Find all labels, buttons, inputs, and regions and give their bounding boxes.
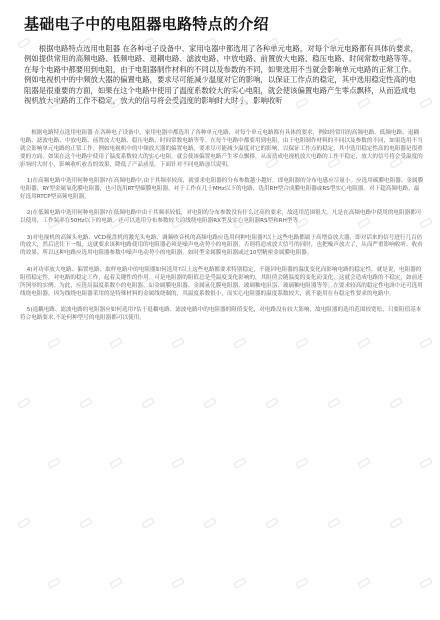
watermark-mark: [47, 577, 60, 588]
watermark-mark: [171, 457, 184, 468]
body-paragraph-power-amplifier: 4)对功率放大电路、偏置电路、取样电路中的电阻器如何选用?以上这些电路都要求特别稳定，不能因电阻器的温度变化而影响电路的稳定性，就是说，电阻器的阻值稳定性，对电路的稳定工作，起着关键性的作用，可是电阻器的阻值总是受温度变化影响的，其阻值会随温度的变化而变化，这就会造成电路的不稳定，如前述所例举的实例。为此，应选用温度系数小的电阻器。如金属膜电阻器、金属氧化膜电阻器、玻璃釉电阻器、玻璃釉电阻器等等。在要求较高的稳定性电路中还可选用线绕电阻器，因为线绕电阻器采用的是特殊材料的金属线绕制的，其温度系数很小，而实心电阻器的温度系数较大，就不能用在有稳定性要求的电路中。: [20, 266, 423, 297]
watermark-mark: [233, 457, 246, 468]
watermark-mark: [327, 397, 340, 408]
body-paragraph-decoupling: 5)退耦电路、滤波电路的电阻器应如何选用?估于退耦电路、滤波电路中的电阻器的阻值变化，对电路没有较大影响，故电阻器的选用范围较宽松，只要阻值基本符合电路要求,不论何种型号的电阻器都可以使用。: [20, 306, 422, 321]
watermark-mark: [17, 517, 30, 528]
intro-paragraph: 根据电路特点选用电阻器 在各种电子设备中、家用电器中都选用了各种单元电路，对每个单元电路都有具体的要求，例如提供常用的高频电路、低频电路、退耦电路、滤波电路、中放电路、前置放大电路、稳压电路、时间常数电路等等。在每个电路中都要用到电阻，由于电阻器制作材料的不同以及参数的不同，如果选用不当就会影响单元电路的正常工作。例如电视机中的中频放大器的偏置电路，要求尽可能减少温度对它的影响，以保证工作点的稳定，其中选用稳定性高的电阻器是很重要的方面，如果在这个电路中使用了温度系数较大的实心电阻，就会使该偏置电路产生零点飘移，从而造成电视机放大电路的工作不稳定，放大的信号将会受温度的影响时大时小，影响收听: [24, 44, 419, 106]
document-title: 基础电子中的电阻器电路特点的介绍: [24, 15, 269, 33]
watermark-mark: [357, 577, 370, 588]
watermark-mark: [419, 577, 432, 588]
watermark-mark: [109, 457, 122, 468]
watermark-mark: [419, 337, 432, 348]
watermark-mark: [389, 517, 402, 528]
body-paragraph-high-frequency: 1)在高频电路中选用何种电阻器?在高频电路中,由于其频率较高，就要求电阻器的分布参数越小越好，即电阻器的分布电感应尽量小。应选用碳膜电阻器、金属膜电阻器、RY型金属氧化膜电阻器，也可选用RT型碳膜电阻器。对于工作在几十MHz以下的电路，选用RH型合成膜电阻器或RS型实心电阻器。对于超高频电路，最好选用RTCP型高频电阻器。: [20, 178, 424, 200]
watermark-mark: [109, 577, 122, 588]
watermark-mark: [17, 397, 30, 408]
watermark-mark: [203, 397, 216, 408]
watermark-mark: [171, 577, 184, 588]
watermark-mark: [233, 577, 246, 588]
watermark-mark: [203, 517, 216, 528]
watermark-mark: [79, 517, 92, 528]
watermark-mark: [141, 517, 154, 528]
body-paragraph-low-frequency: 2)在低频电路中选用何种电阻器?在低频电路中由于其频率较低，对电阻的分布参数没有什么过高的要求，故选用范围很大。凡是在高频电路中使用的电阻器都可以使用，工作频率在50Hz以下的电路，还可以选用分布参数较大的线绕电阻器RX型及实心电阻器RS型和RH型等。: [20, 210, 422, 225]
watermark-mark: [141, 397, 154, 408]
watermark-mark: [389, 397, 402, 408]
watermark-mark: [419, 97, 432, 108]
body-paragraph: 根据电路特点选用电阻器 在各种电子设备中、家用电器中都选用了各种单元电路，对每个单元电路都有具体的要求，例如经常用的高频电路、低频电路、退耦电路、滤波电路、中放电路、前置放大电路、稳压电路、时间常数电路等等。在每个电路中都要用到电阻，由于电阻制作材料的不同以及参数的不同，如果选用不当就会影响单元电路的正常工作。例如电视机中的中频放大器的偏置电路，要求尽可能减少温度对它的影响，以保证工作点的稳定，其中选用稳定性高的电阻器是很重要的方面，如果在这个电路中使用了温度系数较大的实心电阻，就会使该偏置电路产生零点飘移，从而造成电视机放大电路的工作不稳定，放大的信号将会受温度的影响时大时小，影响收听收看的效果，降低了产品质量。下面针对不同电路加以说明。: [20, 130, 423, 168]
watermark-mark: [295, 457, 308, 468]
watermark-mark: [327, 517, 340, 528]
body-paragraph-high-gain: 3)对电视机的高频头电路、VCD视盘机的激光头电路、调频收音机的高频电路应选用何种电阻器?以上这些电路都属于高增益放大器，即对话来的信号进行几百倍的放大，然后送往下一级，这就要求该种电路使用的电阻器必须是噪声电动势小的电阻器，否则将造成放大信号的同时，也把噪声放大了，从而严重影响收听、收看的效果。所以这种电路应选用电阻器参数中噪声电动势小的电阻器。如时型金属膜电阻器或过10型精密金属膜电阻器。: [20, 234, 423, 257]
watermark-mark: [265, 397, 278, 408]
watermark-mark: [357, 457, 370, 468]
watermark-mark: [295, 577, 308, 588]
document-body: [20, 130, 424, 331]
watermark-mark: [357, 337, 370, 348]
watermark-mark: [295, 337, 308, 348]
watermark-mark: [47, 337, 60, 348]
watermark-mark: [47, 457, 60, 468]
watermark-mark: [79, 397, 92, 408]
watermark-mark: [265, 517, 278, 528]
watermark-mark: [419, 457, 432, 468]
watermark-mark: [171, 337, 184, 348]
watermark-mark: [233, 337, 246, 348]
watermark-mark: [109, 337, 122, 348]
